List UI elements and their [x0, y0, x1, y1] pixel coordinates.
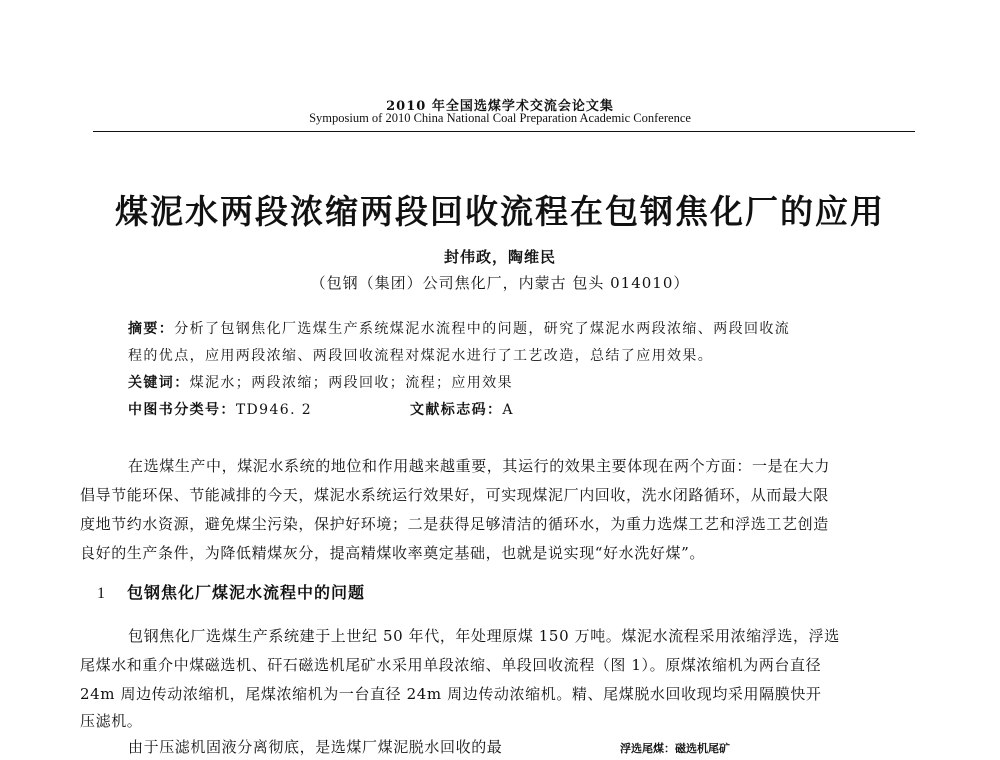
section1-line-1: 包钢焦化厂选煤生产系统建于上世纪 50 年代，年处理原煤 150 万吨。煤泥水流程采用浓缩浮选，浮选	[128, 627, 840, 645]
section-heading	[97, 580, 365, 603]
section-number: 1	[97, 585, 106, 602]
keywords-text: 煤泥水；两段浓缩；两段回收；流程；应用效果	[189, 375, 514, 391]
document-code-line	[410, 399, 514, 419]
section1-next-line: 由于压滤机固液分离彻底，是选煤厂煤泥脱水回收的最	[128, 738, 503, 756]
classification-line	[128, 399, 312, 419]
section1-line-2: 尾煤水和重介中煤磁选机、矸石磁选机尾矿水采用单段浓缩、单段回收流程（图 1）。原煤浓缩机为两台直径	[80, 656, 822, 674]
header-rule	[93, 131, 915, 132]
document-code-label: 文献标志码：	[410, 402, 503, 418]
running-header-english: Symposium of 2010 China National Coal Preparation Academic Conference	[309, 111, 691, 125]
affiliation: （包钢（集团）公司焦化厂，内蒙古 包头 014010）	[310, 274, 690, 292]
running-header-chinese: 2010 年全国选煤学术交流会论文集	[386, 99, 614, 114]
abstract-label: 摘要：	[128, 321, 175, 337]
authors: 封伟政，陶维民	[443, 248, 556, 266]
article-title: 煤泥水两段浓缩两段回收流程在包钢焦化厂的应用	[115, 192, 885, 231]
document-code: A	[502, 402, 514, 418]
section-title: 包钢焦化厂煤泥水流程中的问题	[127, 583, 366, 602]
keywords-label: 关键词：	[128, 375, 190, 391]
classification-code: TD946. 2	[235, 402, 313, 418]
section1-line-4: 压滤机。	[80, 712, 143, 730]
figure-label-fragment: 浮选尾煤：磁选机尾矿	[620, 742, 730, 755]
intro-line-4: 良好的生产条件，为降低精煤灰分，提高精煤收率奠定基础，也就是说实现“好水洗好煤”。	[80, 544, 705, 562]
keywords-line	[128, 372, 513, 392]
intro-line-1: 在选煤生产中，煤泥水系统的地位和作用越来越重要，其运行的效果主要体现在两个方面：一是在大力	[128, 457, 831, 475]
abstract-line-1	[128, 318, 790, 338]
abstract-line-2: 程的优点，应用两段浓缩、两段回收流程对煤泥水进行了工艺改造，总结了应用效果。	[128, 348, 714, 364]
intro-line-2: 倡导节能环保、节能减排的今天，煤泥水系统运行效果好，可实现煤泥厂内回收，洗水闭路循环，从而最大限	[80, 486, 829, 504]
abstract-text-1: 分析了包钢焦化厂选煤生产系统煤泥水流程中的问题，研究了煤泥水两段浓缩、两段回收流	[174, 321, 791, 337]
classification-label: 中图书分类号：	[128, 402, 236, 418]
intro-line-3: 度地节约水资源，避免煤尘污染，保护好环境；二是获得足够清洁的循环水，为重力选煤工艺和浮选工艺创造	[80, 515, 829, 533]
section1-line-3: 24m 周边传动浓缩机，尾煤浓缩机为一台直径 24m 周边传动浓缩机。精、尾煤脱水回收现均采用隔膜快开	[80, 685, 822, 703]
